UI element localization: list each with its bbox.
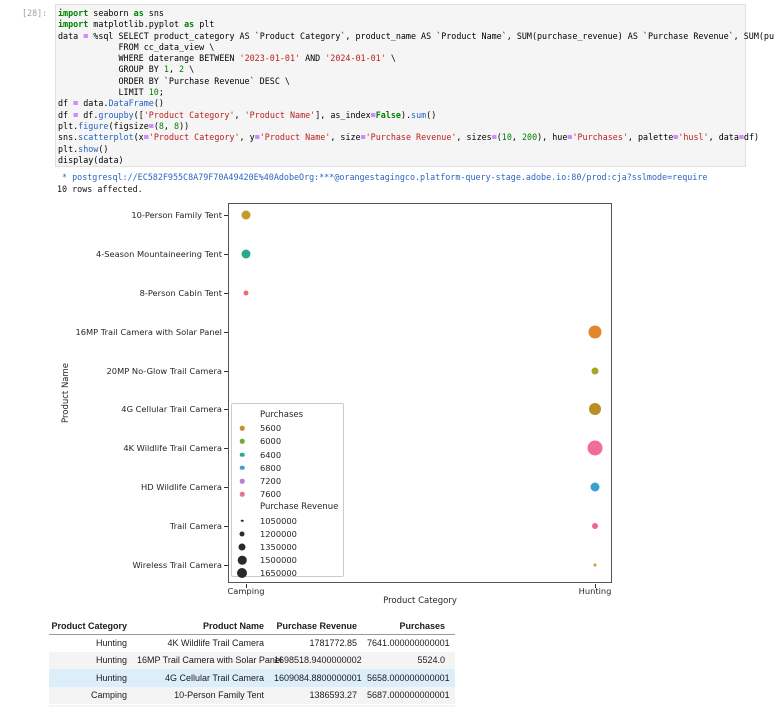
table-cell: 4G Cellular Trail Camera <box>164 672 264 683</box>
table-cell: Hunting <box>95 638 127 648</box>
code-line: sns.scatterplot(x='Product Category', y='Product Name', size='Purchase Revenue', sizes=(10, 200), hue='Purchases', palette='husl', data=df) <box>58 132 760 143</box>
x-tick-label: Hunting <box>578 586 612 596</box>
table-cell: 5524.0 <box>417 655 445 666</box>
legend-entry-label: 6400 <box>260 449 282 460</box>
code-line: data = %sql SELECT product_category AS `Product Category`, product_name AS `Product Name`, SUM(purchase_revenue) AS `Purchase Revenue`, SUM(pu <box>58 30 774 41</box>
legend-swatch-dot <box>240 452 245 457</box>
legend-swatch-dot <box>240 426 245 431</box>
table-header-cell: Purchases <box>367 619 455 634</box>
code-line: plt.show() <box>58 143 109 154</box>
code-line: df = df.groupby(['Product Category', 'Product Name'], as_index=False).sum() <box>58 109 437 120</box>
y-tick-label: 20MP No-Glow Trail Camera <box>106 365 222 376</box>
legend-entry-label: 6000 <box>260 436 282 447</box>
x-axis-title: Product Category <box>383 596 457 606</box>
y-tick-label: 16MP Trail Camera with Solar Panel <box>75 326 222 337</box>
data-point <box>589 403 601 415</box>
legend-entry-row <box>232 541 345 554</box>
table-cell: 5687.000000000001 <box>367 690 450 701</box>
table-cell: 16MP Trail Camera with Solar Panel <box>137 655 282 666</box>
legend-entry-label: 7200 <box>260 476 282 486</box>
rows-affected-message: 10 rows affected. <box>57 184 143 194</box>
legend-entry-label: 1200000 <box>260 528 297 539</box>
table-cell: 7641.000000000001 <box>367 638 450 648</box>
code-line: display(data) <box>58 154 124 165</box>
y-tick-mark <box>224 332 228 333</box>
y-tick-label: HD Wildlife Camera <box>141 482 222 493</box>
legend-entry-label: 1650000 <box>260 568 297 579</box>
y-tick-label: 4-Season Mountaineering Tent <box>95 248 222 259</box>
y-tick-label: 8-Person Cabin Tent <box>139 287 222 298</box>
legend-entry-row <box>232 514 345 527</box>
legend-swatch-dot <box>241 519 244 522</box>
table-cell: 4K Wildlife Trail Camera <box>167 638 264 648</box>
legend-entry-row <box>232 422 345 435</box>
code-line: import matplotlib.pyplot as plt <box>58 19 215 30</box>
y-tick-mark <box>224 565 228 566</box>
table-row[interactable] <box>49 652 455 670</box>
code-line: FROM cc_data_view \ <box>58 41 215 52</box>
data-point <box>244 290 249 295</box>
code-line: GROUP BY 1, 2 \ <box>58 64 195 75</box>
legend-entry-row <box>232 461 345 474</box>
legend-title: Purchase Revenue <box>260 502 339 513</box>
data-point <box>242 211 251 220</box>
y-tick-mark <box>224 409 228 410</box>
code-line: WHERE daterange BETWEEN '2023-01-01' AND '2024-01-01' \ <box>58 53 396 64</box>
data-point <box>592 523 598 529</box>
y-tick-mark <box>224 254 228 255</box>
sql-connection-string: * postgresql://EC582F955C8A79F70A49420E%40AdobeOrg:***@orangestagingco.platform-query-stage.adobe.io:80/prod:cja?sslmode=require <box>57 172 708 182</box>
y-tick-label: 10-Person Family Tent <box>131 210 222 220</box>
legend-entry-label: 6800 <box>260 462 282 473</box>
y-tick-label: Wireless Trail Camera <box>132 560 222 570</box>
table-cell: Camping <box>90 690 127 701</box>
code-line: plt.figure(figsize=(8, 8)) <box>58 120 190 131</box>
legend-entry-label: 1050000 <box>260 515 297 526</box>
table-header-cell: Product Name <box>137 619 274 634</box>
data-point <box>589 325 602 338</box>
table-header-cell: Product Category <box>49 619 137 634</box>
legend-swatch-dot <box>240 479 245 484</box>
table-row[interactable] <box>49 634 455 652</box>
legend-swatch-dot <box>239 544 246 551</box>
y-tick-label: 4K Wildlife Trail Camera <box>123 443 222 454</box>
table-cell: 1781772.85 <box>309 638 357 648</box>
table-header-cell: Purchase Revenue <box>274 619 367 634</box>
code-line: ORDER BY `Purchase Revenue` DESC \ <box>58 75 290 86</box>
y-tick-mark <box>224 487 228 488</box>
legend-swatch-dot <box>240 439 245 444</box>
data-point <box>591 483 600 492</box>
y-tick-mark <box>224 526 228 527</box>
data-point <box>592 367 599 374</box>
legend-entry-row <box>232 527 345 540</box>
code-line: LIMIT 10; <box>58 87 164 98</box>
legend-title-row <box>232 409 345 422</box>
table-cell: 10-Person Family Tent <box>174 690 264 701</box>
table-cell: 5658.000000000001 <box>367 672 450 683</box>
legend-entry-row <box>232 475 345 488</box>
legend-entry-row <box>232 488 345 501</box>
table-row[interactable] <box>49 669 455 687</box>
data-point <box>594 564 597 567</box>
y-tick-label: 4G Cellular Trail Camera <box>121 404 222 415</box>
legend-swatch-dot <box>237 568 247 578</box>
table-cell: Hunting <box>95 655 127 666</box>
legend-title-row <box>232 501 345 514</box>
data-point <box>242 249 251 258</box>
table-cell: 1609084.8800000001 <box>274 672 362 683</box>
legend-entry-row <box>232 448 345 461</box>
query-result-table <box>49 619 455 704</box>
legend-entry-row <box>232 554 345 567</box>
y-axis-title: Product Name <box>61 362 71 424</box>
data-point <box>588 441 603 456</box>
x-tick-label: Camping <box>227 586 265 596</box>
y-tick-mark <box>224 371 228 372</box>
code-line: df = data.DataFrame() <box>58 98 164 109</box>
legend-entry-label: 7600 <box>260 489 282 500</box>
legend-entry-row <box>232 435 345 448</box>
y-tick-mark <box>224 215 228 216</box>
table-header-row <box>49 619 455 634</box>
table-cell: 1698518.9400000002 <box>274 655 362 666</box>
legend-swatch-dot <box>238 556 247 565</box>
legend-entry-label: 5600 <box>260 423 282 434</box>
legend-title: Purchases <box>260 410 304 420</box>
code-line: import seaborn as sns <box>58 8 164 18</box>
y-tick-mark <box>224 448 228 449</box>
legend-entry-label: 1500000 <box>260 555 297 566</box>
legend-swatch-dot <box>240 492 245 497</box>
legend-entry-row <box>232 567 345 580</box>
table-cell: Hunting <box>95 672 127 683</box>
cell-execution-prompt: [28]: <box>22 8 48 18</box>
legend-swatch-dot <box>240 466 245 471</box>
table-row[interactable] <box>49 687 455 705</box>
y-tick-mark <box>224 293 228 294</box>
legend-swatch-dot <box>240 531 245 536</box>
plot-legend <box>231 403 344 577</box>
table-cell: 1386593.27 <box>309 690 357 701</box>
y-tick-label: Trail Camera <box>169 521 222 532</box>
legend-entry-label: 1350000 <box>260 542 297 552</box>
